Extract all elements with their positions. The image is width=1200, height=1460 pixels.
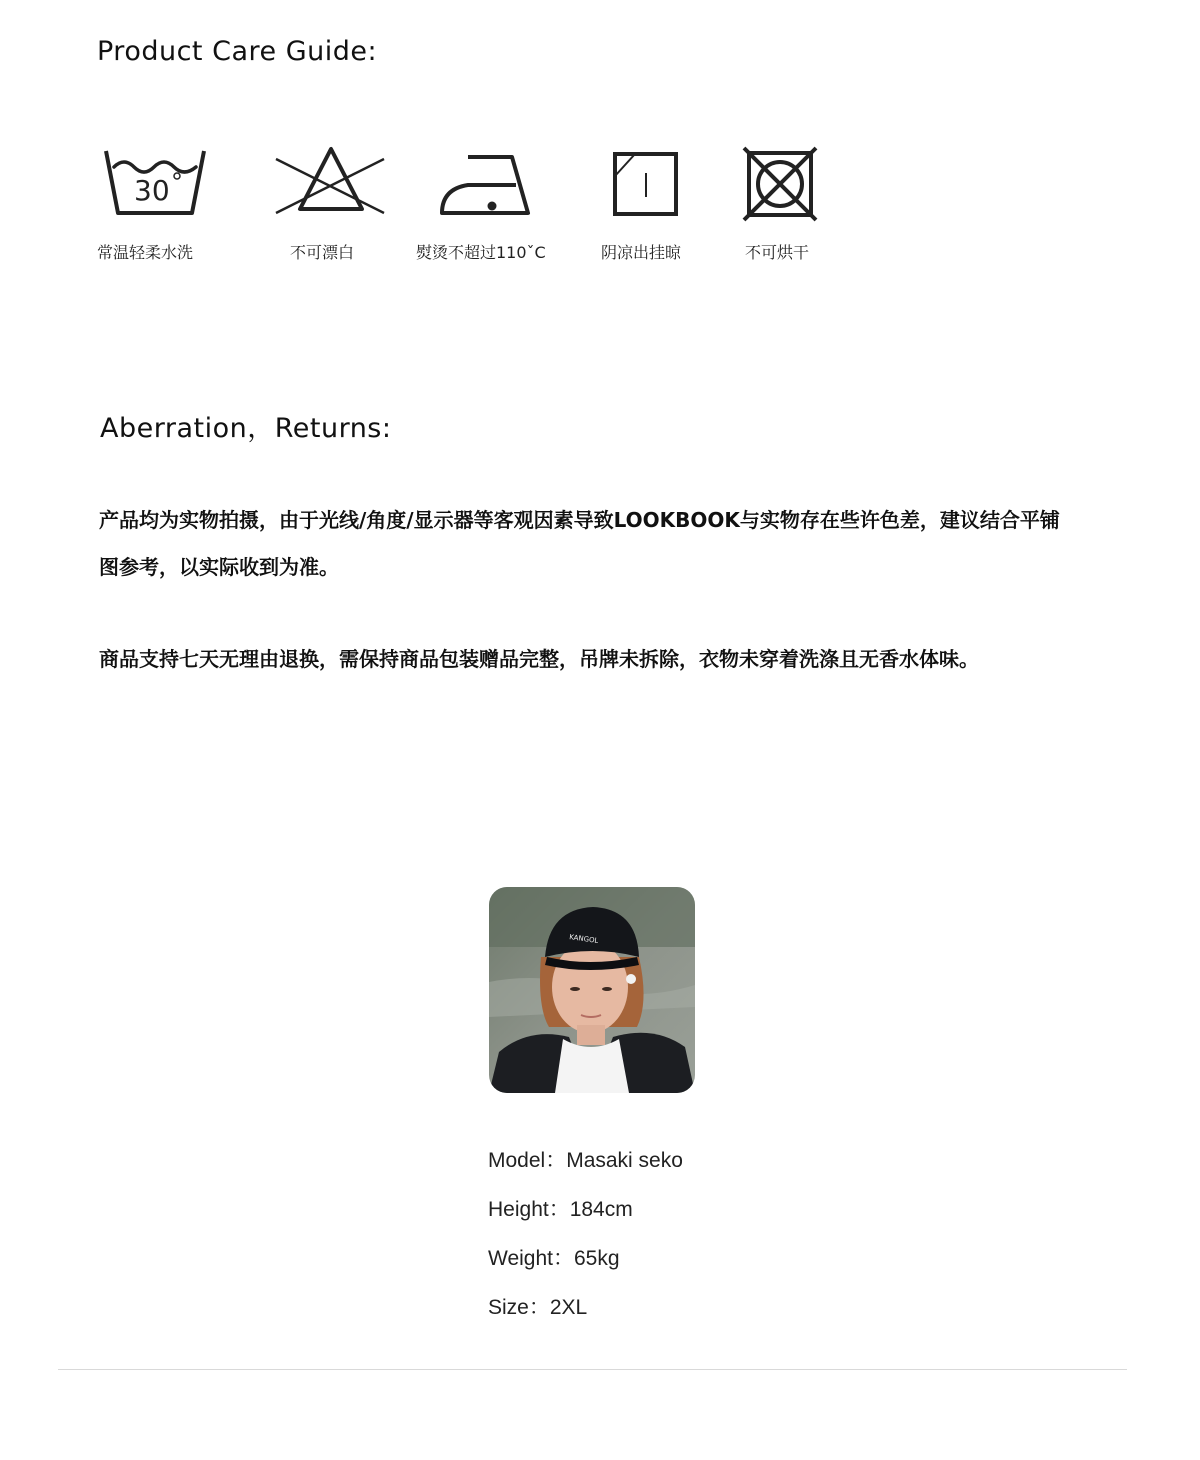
care-label-bleach: 不可漂白 (290, 243, 355, 262)
care-label-tumble: 不可烘干 (745, 243, 810, 262)
shade-dry-icon (612, 145, 680, 219)
wash-temp-text: 30 (134, 174, 170, 207)
care-label-wash: 常温轻柔水洗 (97, 243, 194, 262)
cap-logo-text: KANGOL (568, 933, 599, 946)
care-label-iron: 熨烫不超过110ˇC (416, 243, 546, 262)
do-not-tumble-dry-icon (741, 145, 819, 223)
care-label-dry-shade: 阴凉出挂晾 (601, 243, 682, 262)
color-disclaimer-paragraph: 产品均为实物拍摄，由于光线/角度/显示器等客观因素导致LOOKBOOK与实物存在些许色差，建议结合平铺图参考，以实际收到为准。 (99, 508, 1060, 579)
bottom-divider (58, 1369, 1127, 1370)
care-guide-title: Product Care Guide: (97, 36, 378, 67)
returns-title: Aberration，Returns: (100, 413, 392, 444)
wash-30-icon (104, 145, 206, 219)
model-size: Size：2XL (488, 1296, 588, 1319)
iron-icon (438, 145, 534, 219)
model-weight: Weight：65kg (488, 1247, 620, 1270)
model-photo (489, 887, 695, 1093)
do-not-bleach-icon (274, 145, 388, 217)
model-name: Model：Masaki seko (488, 1149, 683, 1172)
return-policy-paragraph: 商品支持七天无理由退换，需保持商品包装赠品完整，吊牌未拆除，衣物未穿着洗涤且无香水体味。 (99, 647, 979, 671)
model-height: Height：184cm (488, 1198, 633, 1221)
